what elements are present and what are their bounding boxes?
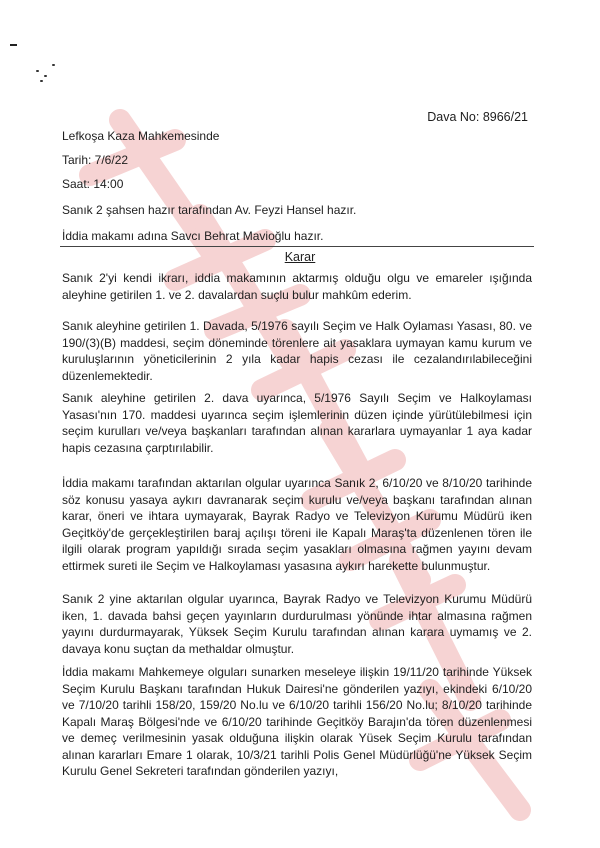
decision-paragraph: İddia makamı tarafından aktarılan olgular uyarınca Sanık 2, 6/10/20 ve 8/10/20 tarihinde söz konusu yasaya aykırı davranarak seçim kurulu ve/veya başkanı tarafından alınan karar, öneri ve ihtara uymayarak, Bayrak Radyo ve Televizyon Kurumu Müdürü iken Geçitköy'de gerçekleştirilen baraj açılışı töreni ile Kapalı Maraş'ta düzenlenen tören ile ilgili olarak program yapıldığı sırada seçim yasakları olmasına rağmen yayını devam ettirmek sureti ile Seçim ve Halkoylaması yasasına aykırı harekette bulunmuştur. xyxy=(62,476,532,573)
section-divider xyxy=(60,246,534,247)
scan-speck xyxy=(52,64,55,66)
hearing-date: Tarih: 7/6/22 xyxy=(62,153,129,167)
scan-speck xyxy=(36,70,39,72)
case-number: Dava No: 8966/21 xyxy=(427,110,528,124)
prosecution-presence: İddia makamı adına Savcı Behrat Mavioğlu hazır. xyxy=(62,229,324,243)
scan-mark xyxy=(10,44,17,46)
decision-paragraph: Sanık 2'yi kendi ikrarı, iddia makamının aktarmış olduğu olgu ve emareler ışığında aleyhine getirilen 1. ve 2. davalardan suçlu bulur mahkûm ederim. xyxy=(62,271,532,302)
court-name: Lefkoşa Kaza Mahkemesinde xyxy=(62,129,220,143)
decision-paragraph: İddia makamı Mahkemeye olguları sunarken meseleye ilişkin 19/11/20 tarihinde Yüksek Seçim Kurulu Başkanı tarafından Hukuk Dairesi'ne gönderilen yazıyı, ekindeki 6/10/20 ve 7/10/20 tarihli 158/20, 159/20 No.lu ve 6/10/20 tarihli 156/20 No.lu; 8/10/20 tarihinde Kapalı Maraş Bölgesi'nde ve 6/10/20 tarihinde Geçitköy Barajın'da tören düzenlenmesi ve demeç verilmesinin yasak olduğuna ilişkin olarak Yüsek Seçim Kurulu tarafından alınan kararları Emare 1 olarak, 10/3/21 tarihli Polis Genel Müdürlüğü'ne Yüksek Seçim Kurulu Genel Sekreteri tarafından gönderilen yazıyı, xyxy=(62,665,532,778)
decision-paragraph: Sanık aleyhine getirilen 2. dava uyarınca, 5/1976 Sayılı Seçim ve Halkoylaması Yasası'nın 170. maddesi uyarınca seçim işlemlerinin düzen içinde yürütülebilmesi için seçim kurulları ve/veya başkanları tarafından alınan kararlara uymayanlar 1 aya kadar hapis cezasına çarptırılabilir. xyxy=(62,391,532,455)
decision-paragraph: Sanık 2 yine aktarılan olgular uyarınca, Bayrak Radyo ve Televizyon Kurumu Müdürü iken, 1. davada bahsi geçen yayınların durdurulması yönünde ihtar almasına rağmen yayını durdurmayarak, Yüksek Seçim Kurulu tarafından alınan karara uymamış ve 2. davaya konu suçtan da methaldar olmuştur. xyxy=(62,592,532,656)
defendant-presence: Sanık 2 şahsen hazır tarafından Av. Feyzi Hansel hazır. xyxy=(62,203,357,217)
scan-speck xyxy=(44,75,47,77)
scan-speck xyxy=(40,80,43,82)
hearing-time: Saat: 14:00 xyxy=(62,177,124,191)
decision-title: Karar xyxy=(284,250,316,264)
decision-paragraph: Sanık aleyhine getirilen 1. Davada, 5/1976 sayılı Seçim ve Halk Oylaması Yasası, 80. ve 190/(3)(B) maddesi, seçim döneminde törenlere ait yasaklara uymayan kamu kurum ve kuruluşlarının yöneticilerinin 2 yıla kadar hapis cezası ile cezalandırılabileceğini düzenlemektedir. xyxy=(62,319,532,383)
